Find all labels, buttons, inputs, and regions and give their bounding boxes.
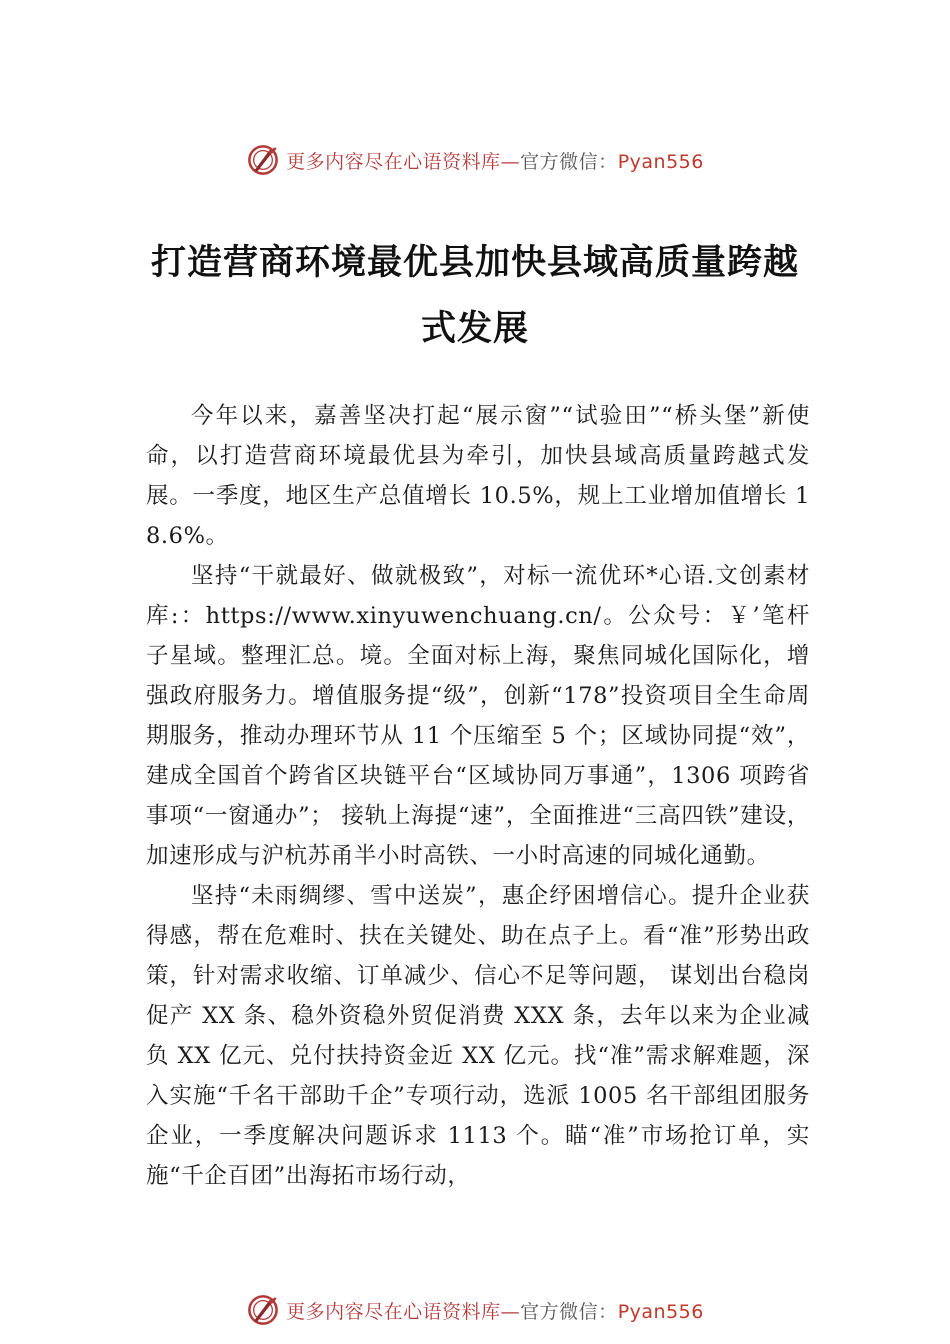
header-banner — [0, 140, 950, 180]
footer-banner — [0, 1290, 950, 1330]
document-title: 打造营商环境最优县加快县域高质量跨越式发展 — [150, 243, 799, 349]
paragraph-1: 今年以来，嘉善坚决打起“展示窗”“试验田”“桥头堡”新使命，以打造营商环境最优县为牵引，加快县域高质量跨越式发展。一季度，地区生产总值增长 10.5%，规上工业增加值增长 18.6%。 — [146, 403, 810, 549]
quill-seal-icon — [246, 1293, 280, 1327]
document-body — [146, 396, 810, 1196]
banner-text: 更多内容尽在心语资料库—官方微信：Pyan556 — [286, 1300, 704, 1323]
paragraph-3: 坚持“未雨绸缪、雪中送炭”，惠企纾困增信心。提升企业获得感，帮在危难时、扶在关键处、助在点子上。看“准”形势出政策，针对需求收缩、订单减少、信心不足等问题， 谋划出台稳岗促产 XX 条、稳外资稳外贸促消费 XXX 条，去年以来为企业减负 XX 亿元、兑付扶持资金近 XX 亿元。找“准”需求解难题，深入实施“千名干部助千企”专项行动，选派 1005 名干部组团服务企业，一季度解决问题诉求 1113 个。瞄“准”市场抢订单，实施“千企百团”出海拓市场行动， — [146, 883, 810, 1189]
paragraph-2: 坚持“干就最好、做就极致”，对标一流优环*心语.文创素材库:：https://www.xinyuwenchuang.cn/。公众号：￥’笔杆子星域。整理汇总。境。全面对标上海，聚焦同城化国际化，增强政府服务力。增值服务提“级”，创新“178”投资项目全生命周期服务，推动办理环节从 11 个压缩至 5 个；区域协同提“效”，建成全国首个跨省区块链平台“区域协同万事通”，1306 项跨省事项“一窗通办”； 接轨上海提“速”，全面推进“三高四铁”建设，加速形成与沪杭苏甬半小时高铁、一小时高速的同城化通勤。 — [146, 563, 810, 869]
quill-seal-icon — [246, 143, 280, 177]
banner-text: 更多内容尽在心语资料库—官方微信：Pyan556 — [286, 150, 704, 173]
